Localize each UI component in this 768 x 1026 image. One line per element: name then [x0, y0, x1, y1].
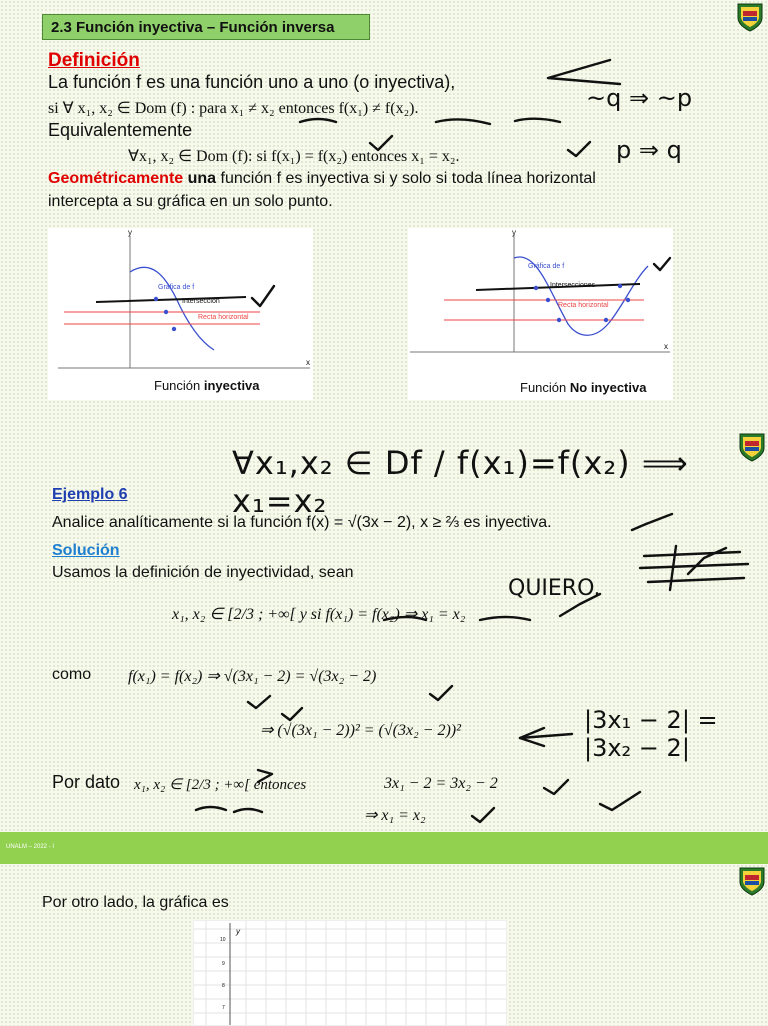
equation-6: ⇒ x₁ = x₂ [364, 807, 426, 824]
graph-right-label-intersections: Intersecciones [550, 282, 596, 289]
handwritten-quiero: QUIERO. [508, 576, 601, 601]
handwritten-definition: ∀x₁,x₂ ∈ Df / f(x₁)=f(x₂) ⟹ x₁=x₂ [232, 444, 689, 520]
footer-bar [0, 832, 768, 864]
equation-3: ⇒ (√(3x₁ − 2))² = (√(3x₂ − 2))² [260, 722, 461, 739]
graph-left-caption [154, 378, 260, 393]
caption-bold: No inyectiva [569, 380, 647, 395]
example-heading: Ejemplo 6 [52, 486, 128, 503]
example-statement: Analice analíticamente si la función f(x) = √(3x − 2), x ≥ ⅔ es inyectiva. [52, 514, 552, 531]
equation-5: 3x₁ − 2 = 3x₂ − 2 [384, 775, 498, 792]
caption-prefix: Función [520, 380, 570, 395]
geometric-una: una [187, 170, 217, 187]
grid-tick-10: 10 [220, 937, 226, 943]
definition-line-3: ∀x₁, x₂ ∈ Dom (f): si f(x₁) = f(x₂) entonces x₁ = x₂. [128, 148, 460, 165]
equation-1: x₁, x₂ ∈ [2/3 ; +∞[ y si f(x₁) = f(x₂) ⇒ x₁ = x₂ [172, 606, 466, 623]
graph-right-label-f: Gráfica de f [528, 263, 565, 270]
grid-tick-8: 8 [222, 983, 225, 989]
definition-line-1: La función f es una función uno a uno (o inyectiva), [48, 72, 456, 92]
geometric-rest: función f es inyectiva si y solo si toda línea horizontal [220, 170, 596, 187]
handwritten-implication: p ⇒ q [616, 136, 682, 164]
label-por-dato: Por dato [52, 772, 121, 792]
graph-right-caption [520, 380, 646, 395]
graph-left-label-line: Recta horizontal [198, 314, 249, 321]
handwritten-contrapositive: ~q ⇒ ~p [586, 84, 693, 112]
caption-prefix: Función [154, 378, 204, 393]
graph-injective [48, 228, 313, 400]
grid-tick-9: 9 [222, 961, 225, 967]
university-logo-3 [738, 866, 766, 896]
graph-left-label-intersection: Intersección [182, 298, 220, 305]
equation-4: x₁, x₂ ∈ [2/3 ; +∞[ entonces [134, 777, 307, 793]
definition-heading: Definición [48, 50, 140, 71]
footer-text: UNALM – 2022 - I [6, 844, 55, 850]
equivalent-label: Equivalentemente [48, 120, 193, 140]
handwritten-absolute: |3x₁ − 2| = |3x₂ − 2| [584, 706, 718, 762]
label-como: como [52, 666, 92, 683]
slide-title: 2.3 Función inyectiva – Función inversa [42, 14, 370, 40]
graph-grid-panel [193, 920, 507, 1026]
graph-right-axis-y: y [512, 228, 516, 237]
grid-tick-7: 7 [222, 1005, 225, 1011]
solution-heading: Solución [52, 542, 120, 559]
equation-2: f(x₁) = f(x₂) ⇒ √(3x₁ − 2) = √(3x₂ − 2) [128, 668, 377, 685]
graph-right-axis-x: x [664, 342, 668, 351]
grid-axis-y: y [236, 927, 240, 936]
slide3-text: Por otro lado, la gráfica es [42, 894, 229, 911]
graph-left-label-f: Gráfica de f [158, 284, 195, 291]
geometric-bold: Geométricamente [48, 170, 184, 187]
graph-left-axis-x: x [306, 358, 310, 367]
graph-left-axis-y: y [128, 228, 132, 237]
handwritten-annotations-middle [0, 470, 768, 830]
definition-line-2: si ∀ x₁, x₂ ∈ Dom (f) : para x₁ ≠ x₂ entonces f(x₁) ≠ f(x₂). [48, 100, 419, 117]
graph-right-label-line: Recta horizontal [558, 302, 609, 309]
graph-not-injective [408, 228, 673, 400]
solution-intro: Usamos la definición de inyectividad, sean [52, 564, 354, 581]
caption-bold: inyectiva [203, 378, 260, 393]
geometric-line-2: intercepta a su gráfica en un solo punto. [48, 193, 333, 210]
